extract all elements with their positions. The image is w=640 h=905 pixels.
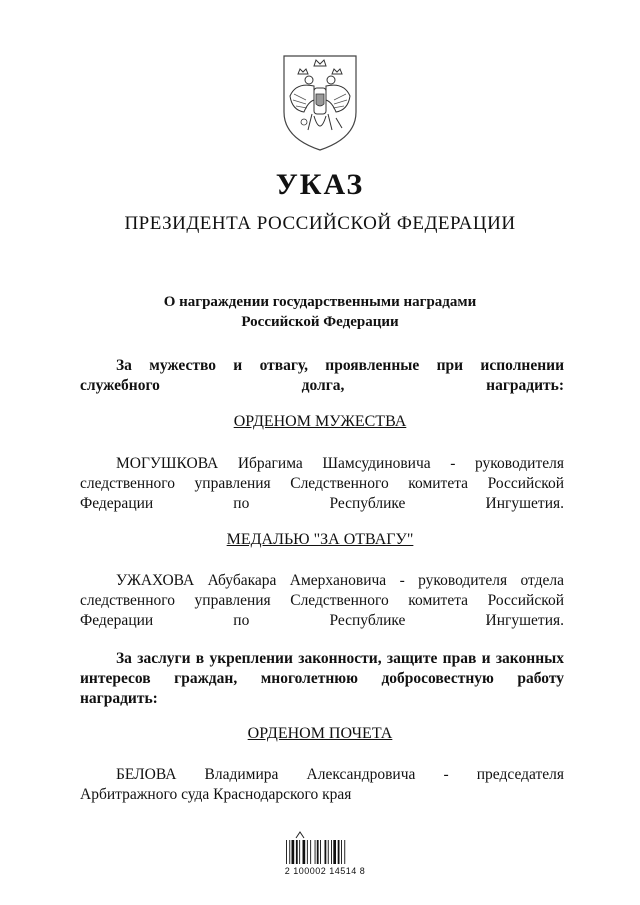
award-name-order-of-courage: ОРДЕНОМ МУЖЕСТВА — [233, 413, 407, 430]
barcode-bar — [325, 840, 327, 864]
barcode-bar — [341, 840, 342, 864]
barcode-bar — [286, 840, 287, 864]
decree-subtitle: ПРЕЗИДЕНТА РОССИЙСКОЙ ФЕДЕРАЦИИ — [124, 213, 516, 234]
barcode-bar — [320, 840, 321, 864]
barcode-bar — [303, 840, 306, 864]
barcode-bar — [317, 840, 319, 864]
award-name-medal-for-courage: МЕДАЛЬЮ "ЗА ОТВАГУ" — [226, 531, 414, 548]
decree-subject-line-1: О награждении государственными наградами — [163, 294, 477, 310]
barcode-number: 2 100002 14514 8 — [284, 866, 366, 876]
recipient-1: МОГУШКОВА Ибрагима Шамсудиновича - руководителя следственного управления Следственного комитета Российской Федерации по Республике Ингушетия. — [80, 455, 564, 512]
recipient-3: БЕЛОВА Владимира Александровича - председателя Арбитражного суда Краснодарского края — [80, 766, 564, 803]
barcode-bar — [292, 840, 295, 864]
barcode-bar — [315, 840, 316, 864]
barcode-bar — [296, 840, 298, 864]
section-intro-2: За заслуги в укреплении законности, защите прав и законных интересов граждан, многолетнюю добросовестную работу наградить: — [80, 650, 564, 707]
barcode-bar — [310, 840, 311, 864]
section-intro-1: За мужество и отвагу, проявленные при исполнении служебного долга, наградить: — [80, 357, 564, 394]
award-name-order-of-honour: ОРДЕНОМ ПОЧЕТА — [247, 725, 393, 742]
barcode-bar — [331, 840, 332, 864]
barcode-bar — [289, 840, 290, 864]
barcode-bar — [344, 840, 345, 864]
barcode-bar — [328, 840, 329, 864]
decree-subject-line-2: Российской Федерации — [241, 314, 399, 330]
barcode-bar — [338, 840, 340, 864]
russian-coat-of-arms-icon — [278, 52, 362, 152]
barcode-bar — [299, 840, 300, 864]
recipient-2: УЖАХОВА Абубакара Амерхановича - руководителя отдела следственного управления Следственного комитета Российской Федерации по Республике Ингушетия. — [80, 572, 564, 629]
barcode-bar — [333, 840, 336, 864]
barcode-bar — [307, 840, 308, 864]
decree-title: УКАЗ — [275, 168, 365, 201]
